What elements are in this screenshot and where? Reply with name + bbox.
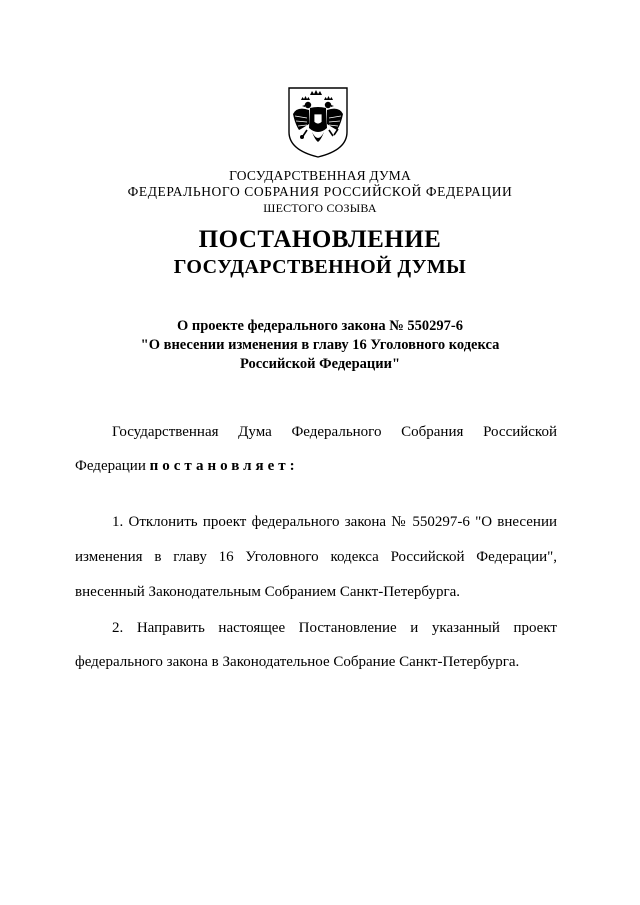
preamble-line-2 xyxy=(75,458,299,475)
item2-line-2: федерального закона в Законодательное Собрание Санкт-Петербурга. xyxy=(75,654,520,670)
document-type-title: ПОСТАНОВЛЕНИЕ xyxy=(198,226,442,253)
item2-line-1: 2. Направить настоящее Постановление и указанный проект xyxy=(112,620,557,636)
header-convocation: ШЕСТОГО СОЗЫВА xyxy=(263,201,377,215)
header-assembly-name: ФЕДЕРАЛЬНОГО СОБРАНИЯ РОССИЙСКОЙ ФЕДЕРАЦИИ xyxy=(127,184,513,199)
subject-line-3: Российской Федерации" xyxy=(239,356,401,372)
item1-line-1: 1. Отклонить проект федерального закона № 550297-6 "О внесении xyxy=(112,514,557,530)
preamble-line-1: Государственная Дума Федерального Собрания Российской xyxy=(112,424,557,440)
subject-line-2: "О внесении изменения в главу 16 Уголовного кодекса xyxy=(140,337,500,353)
resolves-word: постановляет: xyxy=(149,458,299,474)
subject-line-1: О проекте федерального закона № 550297-6 xyxy=(176,318,464,334)
coat-of-arms-icon xyxy=(283,84,353,160)
item1-line-2: изменения в главу 16 Уголовного кодекса Российской Федерации", xyxy=(75,549,557,565)
item1-line-3: внесенный Законодательным Собранием Санкт-Петербурга. xyxy=(75,584,461,600)
document-issuer-title: ГОСУДАРСТВЕННОЙ ДУМЫ xyxy=(173,256,467,278)
preamble-prefix: Федерации xyxy=(75,458,150,474)
header-duma-name: ГОСУДАРСТВЕННАЯ ДУМА xyxy=(229,168,411,183)
